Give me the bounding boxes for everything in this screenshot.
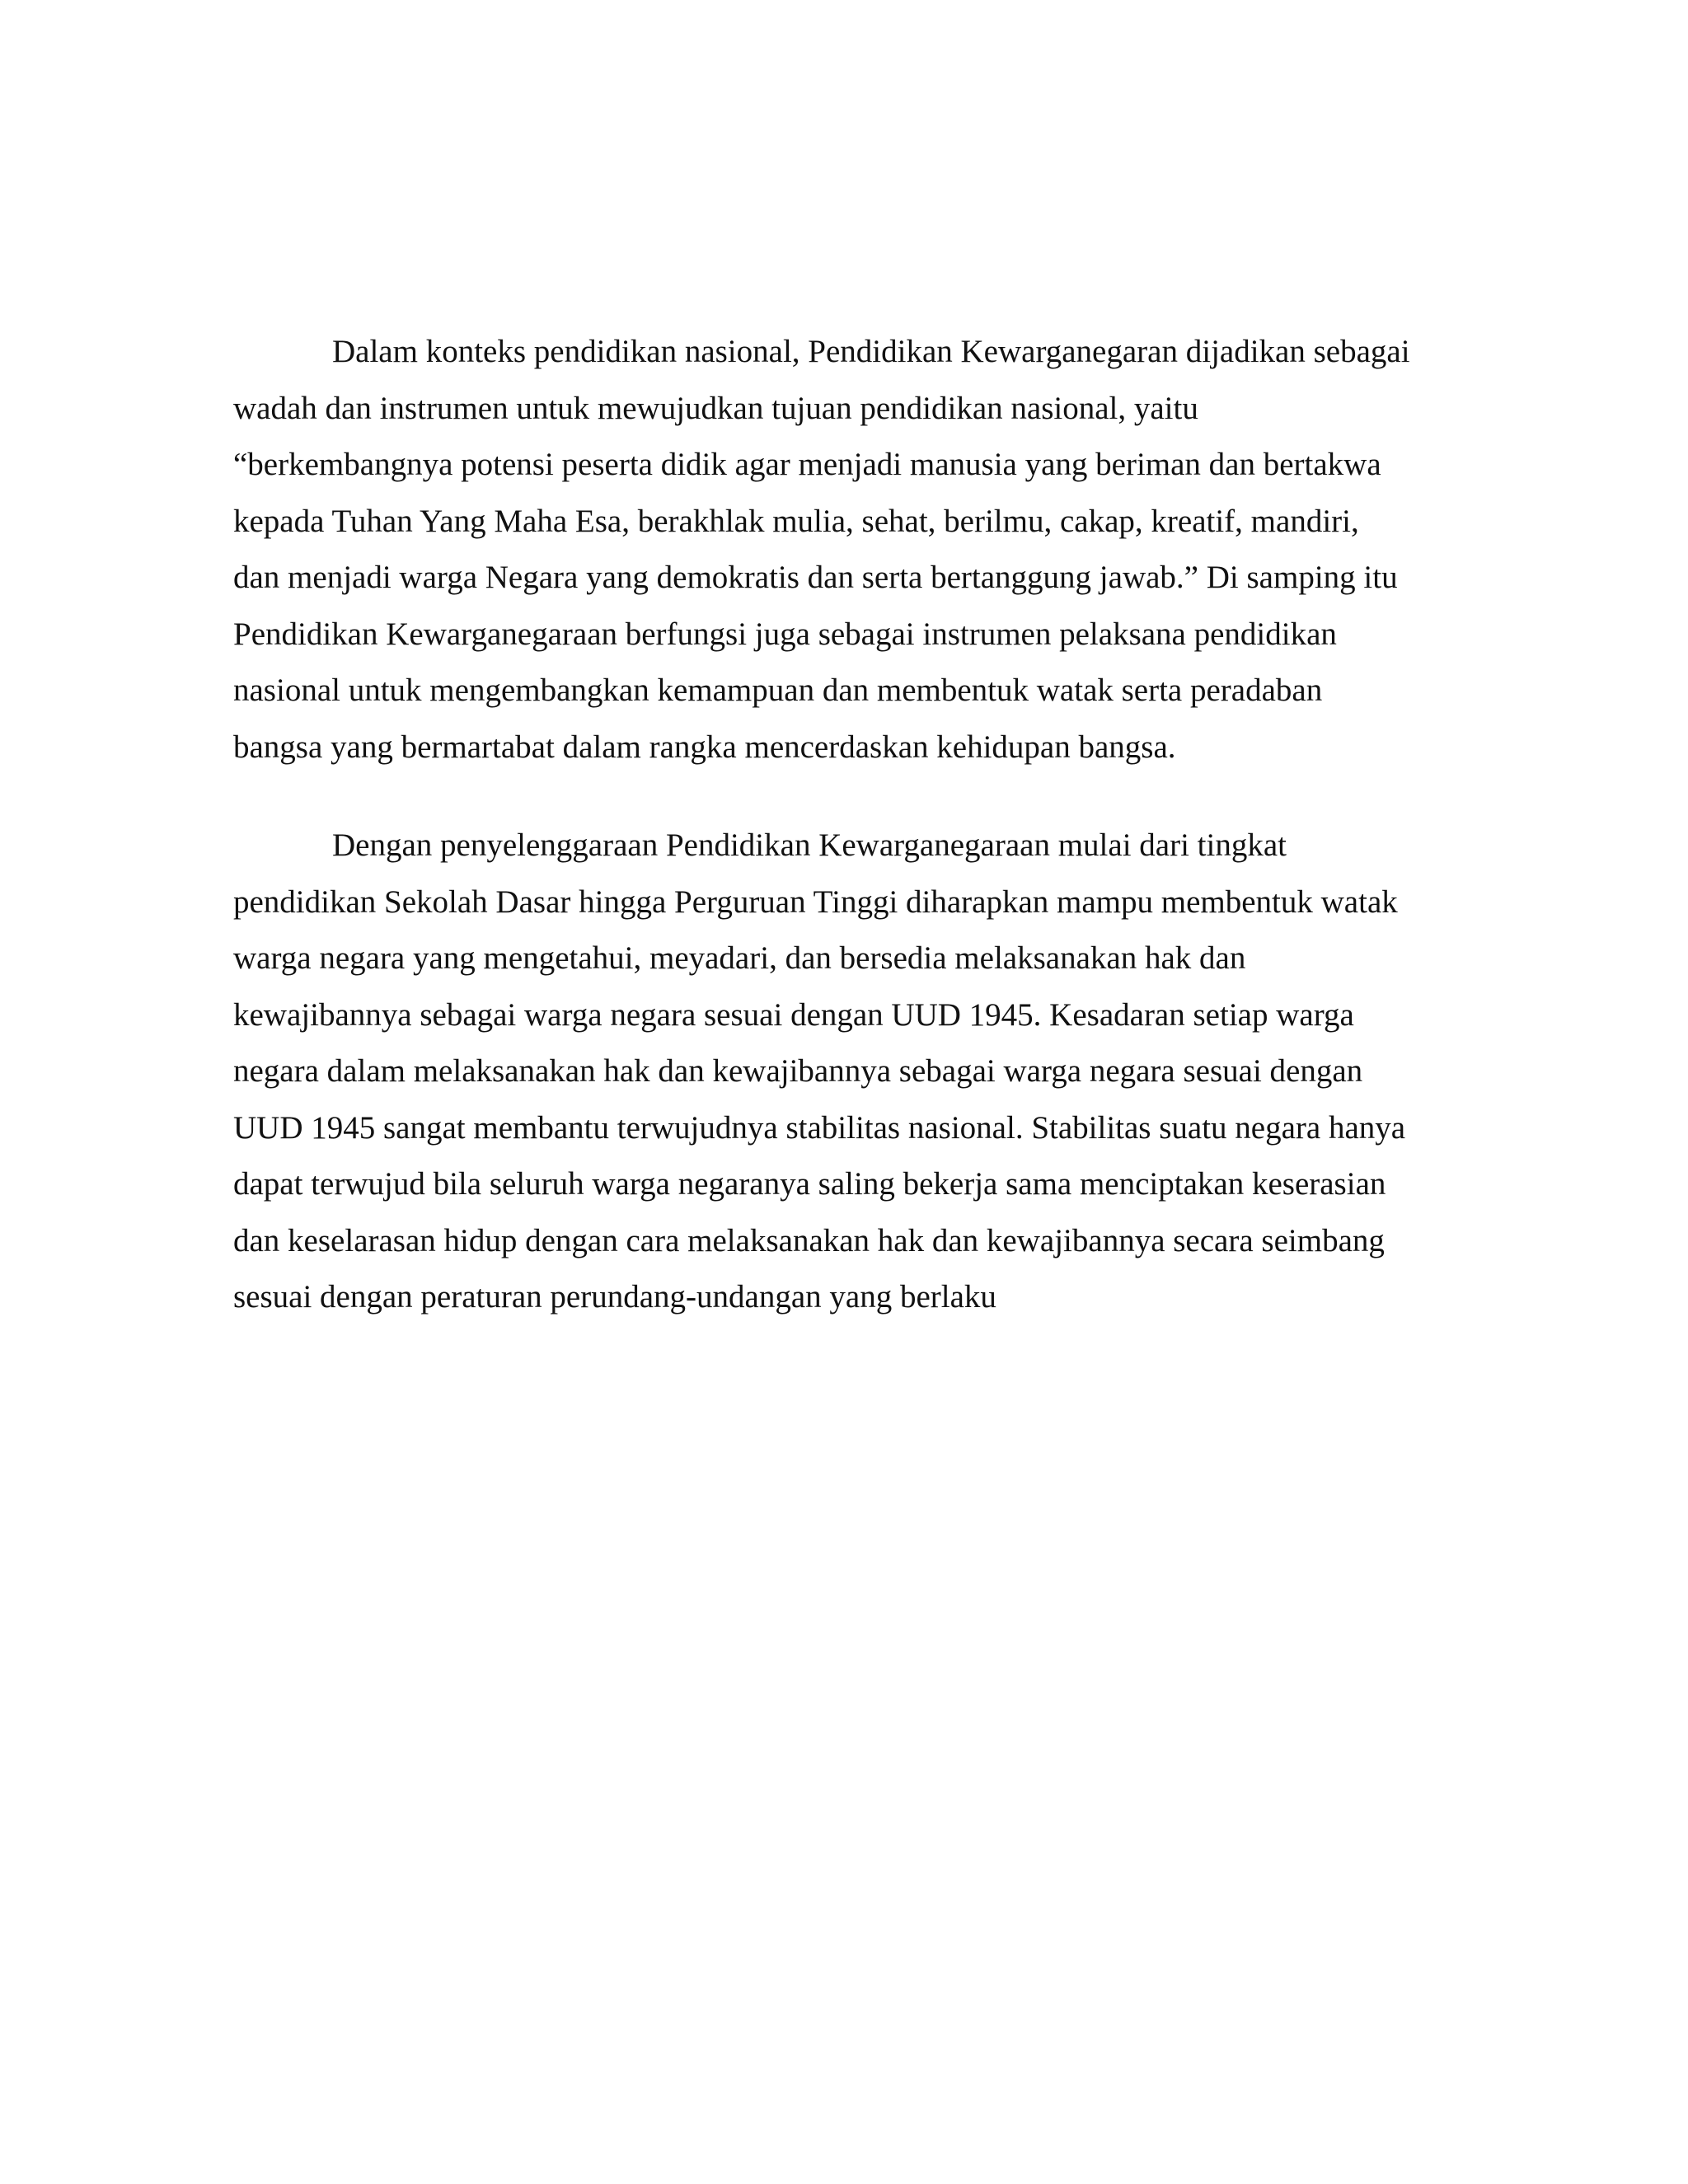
paragraph-line: Dalam konteks pendidikan nasional, Pendidikan Kewarganegaran dijadikan sebagai [332,334,1410,369]
paragraph-line: dapat terwujud bila seluruh warga negaranya saling bekerja sama menciptakan keserasian [233,1166,1386,1202]
paragraph-spacer [233,776,1449,818]
document-body [233,324,1449,1326]
paragraph-line: pendidikan Sekolah Dasar hingga Perguruan Tinggi diharapkan mampu membentuk watak [233,883,1398,920]
paragraph-line: “berkembangnya potensi peserta didik agar menjadi manusia yang beriman dan bertakwa [233,447,1381,482]
paragraph-1 [233,324,1449,776]
paragraph-line: dan menjadi warga Negara yang demokratis dan serta bertanggung jawab.” Di samping itu [233,560,1398,595]
paragraph-line: sesuai dengan peraturan perundang-undangan yang berlaku [233,1279,996,1315]
paragraph-line: kewajibannya sebagai warga negara sesuai dengan UUD 1945. Kesadaran setiap warga [233,996,1354,1033]
paragraph-line: negara dalam melaksanakan hak dan kewajibannya sebagai warga negara sesuai dengan [233,1053,1363,1089]
paragraph-line: Pendidikan Kewarganegaraan berfungsi juga sebagai instrumen pelaksana pendidikan [233,616,1337,652]
paragraph-2 [233,818,1449,1326]
paragraph-line: kepada Tuhan Yang Maha Esa, berakhlak mulia, sehat, berilmu, cakap, kreatif, mandiri, [233,503,1359,539]
paragraph-line: dan keselarasan hidup dengan cara melaksanakan hak dan kewajibannya secara seimbang [233,1222,1385,1258]
paragraph-line: wadah dan instrumen untuk mewujudkan tujuan pendidikan nasional, yaitu [233,390,1198,426]
paragraph-line: Dengan penyelenggaraan Pendidikan Kewarganegaraan mulai dari tingkat [332,827,1287,863]
paragraph-line: UUD 1945 sangat membantu terwujudnya stabilitas nasional. Stabilitas suatu negara hanya [233,1109,1406,1146]
paragraph-line: nasional untuk mengembangkan kemampuan dan membentuk watak serta peradaban [233,673,1323,708]
paragraph-line: warga negara yang mengetahui, meyadari, dan bersedia melaksanakan hak dan [233,940,1246,976]
paragraph-line: bangsa yang bermartabat dalam rangka mencerdaskan kehidupan bangsa. [233,729,1176,765]
